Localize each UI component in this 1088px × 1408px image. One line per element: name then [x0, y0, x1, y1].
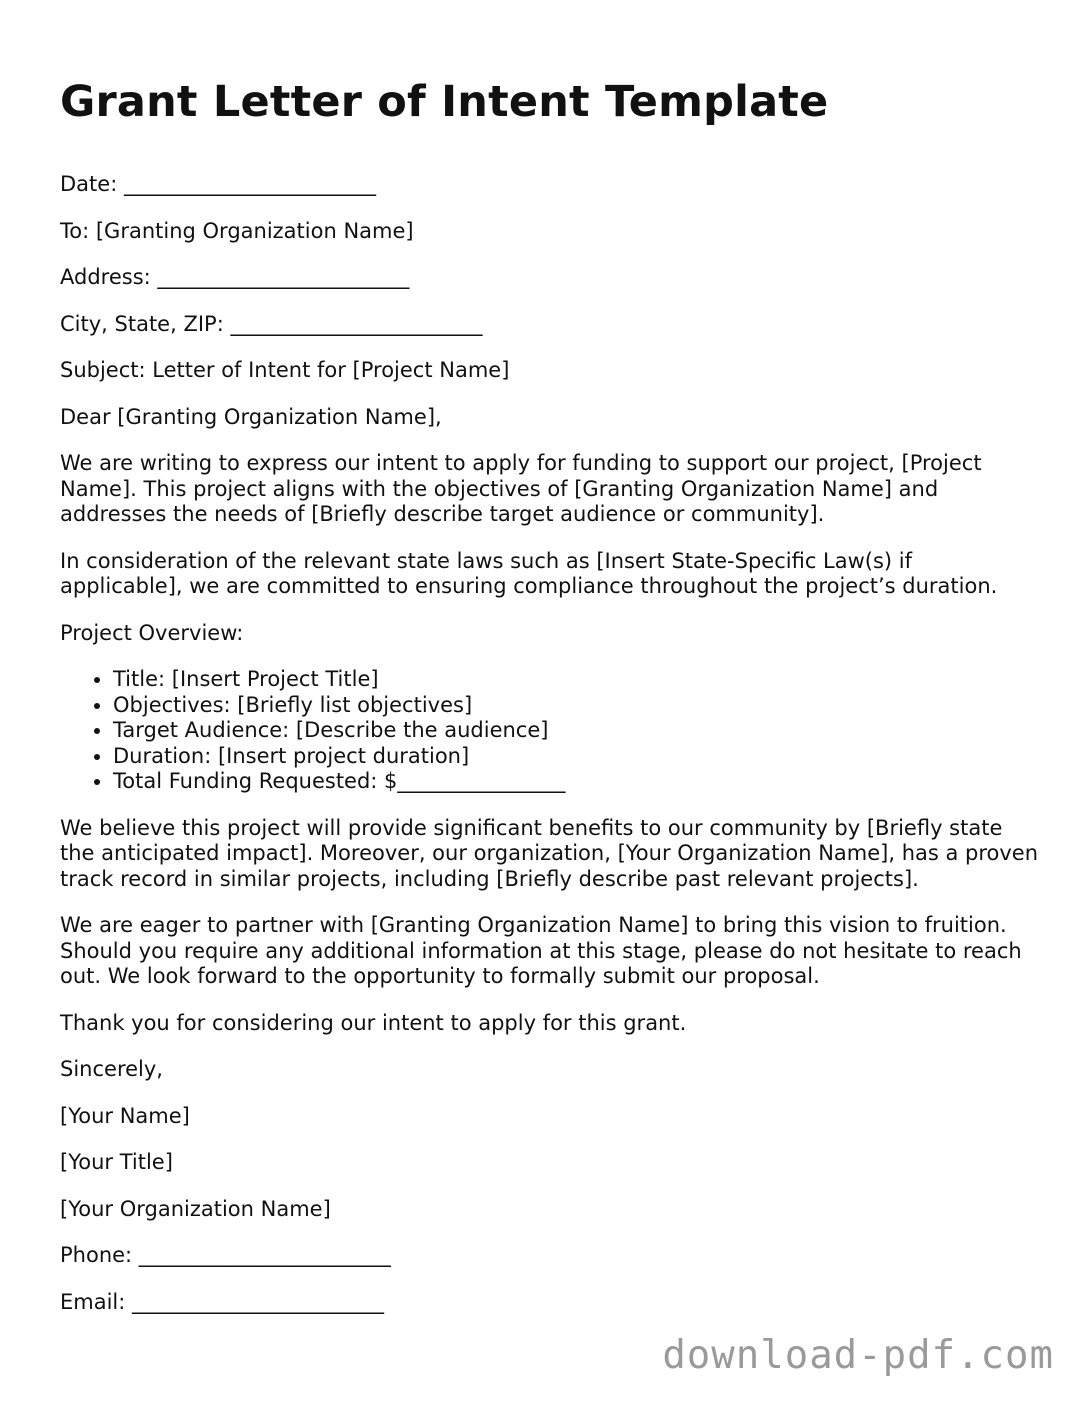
thanks-line: Thank you for considering our intent to apply for this grant.: [60, 1010, 687, 1035]
closing: Sincerely,: [60, 1057, 163, 1081]
list-item: • Title: [Insert Project Title]: [113, 667, 1040, 693]
list-item: • Duration: [Insert project duration]: [113, 744, 1040, 770]
benefits-paragraph: We believe this project will provide significant benefits to our community by [Briefly state the anticipated impact]. Moreover, our organization, [Your Organization Name], has a proven track record in similar projects, including [Briefly describe past relevant projects].: [60, 815, 1039, 891]
watermark: download-pdf.com: [662, 1333, 1054, 1378]
email-field-line: Email: ________________________: [60, 1289, 385, 1314]
list-item: • Target Audience: [Describe the audience]: [113, 718, 1040, 744]
address-field-line: Address: ________________________: [60, 265, 410, 289]
compliance-paragraph: In consideration of the relevant state laws such as [Insert State-Specific Law(s) if applicable], we are committed to ensuring compliance throughout the project’s duration.: [60, 548, 998, 598]
phone-field-line: Phone: ________________________: [60, 1243, 391, 1267]
recipient-line: To: [Granting Organization Name]: [60, 218, 414, 243]
intent-paragraph: We are writing to express our intent to apply for funding to support our project, [Project Name]. This project aligns with the objectives of [Granting Organization Name] and addresses the needs of [Briefly describe target audience or community].: [60, 451, 982, 526]
project-overview-list: [60, 667, 1040, 795]
project-overview-heading: Project Overview:: [60, 620, 244, 645]
signer-organization: [Your Organization Name]: [60, 1196, 331, 1221]
document-title: Grant Letter of Intent Template: [60, 77, 829, 127]
subject-line: Subject: Letter of Intent for [Project Name]: [60, 358, 510, 382]
letter-document: [60, 76, 1040, 1336]
list-item: • Total Funding Requested: $________________: [113, 769, 1040, 795]
date-field-line: Date: ________________________: [60, 172, 376, 196]
salutation: Dear [Granting Organization Name],: [60, 404, 442, 429]
partnership-paragraph: We are eager to partner with [Granting Organization Name] to bring this vision to fruition. Should you require any additional information at this stage, please do not hesitate to reach out. We look forward to the opportunity to formally submit our proposal.: [60, 913, 1022, 988]
signer-title: [Your Title]: [60, 1150, 173, 1174]
list-item: • Objectives: [Briefly list objectives]: [113, 693, 1040, 719]
city-state-zip-field-line: City, State, ZIP: ________________________: [60, 311, 483, 336]
signer-name: [Your Name]: [60, 1103, 190, 1128]
